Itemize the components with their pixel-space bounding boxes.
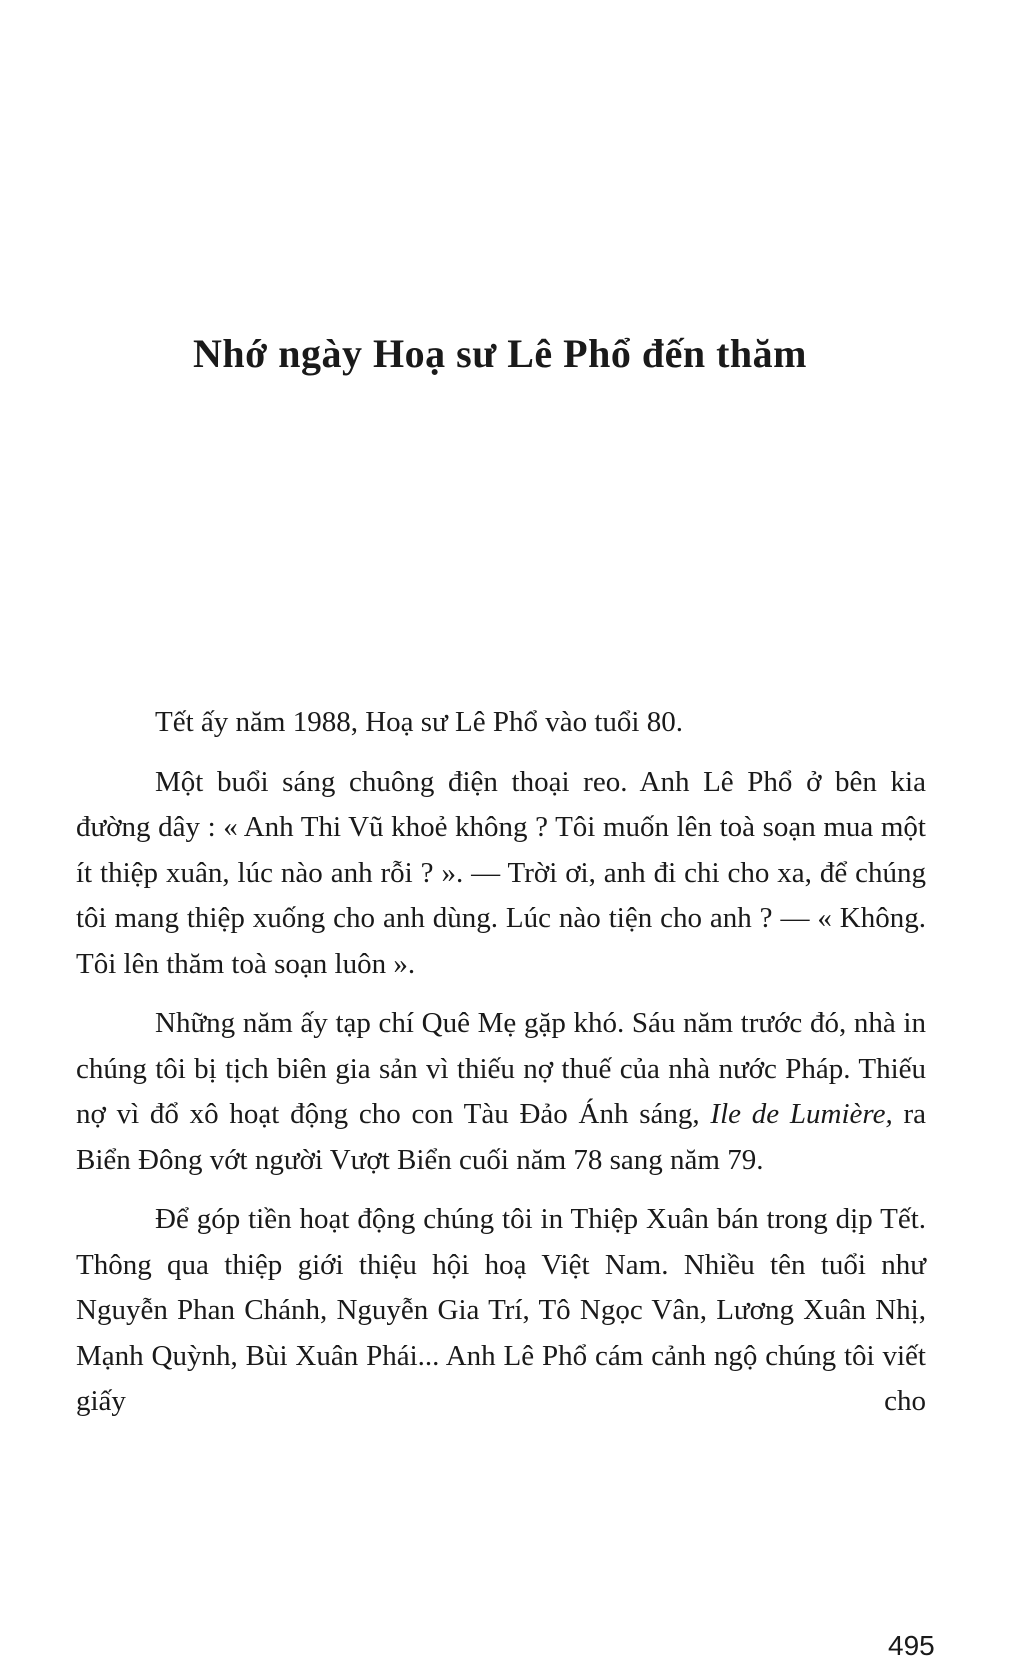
body-text [76,700,926,1439]
ship-name-italic: Ile de Lumière, [710,1098,893,1130]
chapter-title: Nhớ ngày Hoạ sư Lê Phổ đến thăm [193,331,807,376]
paragraph-3-text-before: Những năm ấy tạp chí Quê Mẹ gặp khó. Sáu năm trước đó, nhà in chúng tôi bị tịch biên gia sản vì thiếu nợ thuế của nhà nước Pháp. Thiếu nợ vì đổ xô hoạt động cho con Tàu Đảo Ánh sáng, [76,1007,926,1130]
paragraph-4: Để góp tiền hoạt động chúng tôi in Thiệp Xuân bán trong dịp Tết. Thông qua thiệp giới thiệu hội hoạ Việt Nam. Nhiều tên tuổi như Nguyễn Phan Chánh, Nguyễn Gia Trí, Tô Ngọc Vân, Lương Xuân Nhị, Mạnh Quỳnh, Bùi Xuân Phái... Anh Lê Phổ cám cảnh ngộ chúng tôi viết giấy cho [76,1203,926,1417]
paragraph-2: Một buổi sáng chuông điện thoại reo. Anh Lê Phổ ở bên kia đường dây : « Anh Thi Vũ khoẻ không ? Tôi muốn lên toà soạn mua một ít thiệp xuân, lúc nào anh rỗi ? ». — Trời ơi, anh đi chi cho xa, để chúng tôi mang thiệp xuống cho anh dùng. Lúc nào tiện cho anh ? — « Không. Tôi lên thăm toà soạn luôn ». [76,765,926,980]
page-number: 495 [888,1630,935,1661]
paragraph-3 [76,1001,926,1183]
paragraph-3-text-after: ra Biển Đông vớt người Vượt Biển cuối năm 78 sang năm 79. [76,1098,927,1176]
paragraph-1: Tết ấy năm 1988, Hoạ sư Lê Phổ vào tuổi 80. [155,706,683,738]
